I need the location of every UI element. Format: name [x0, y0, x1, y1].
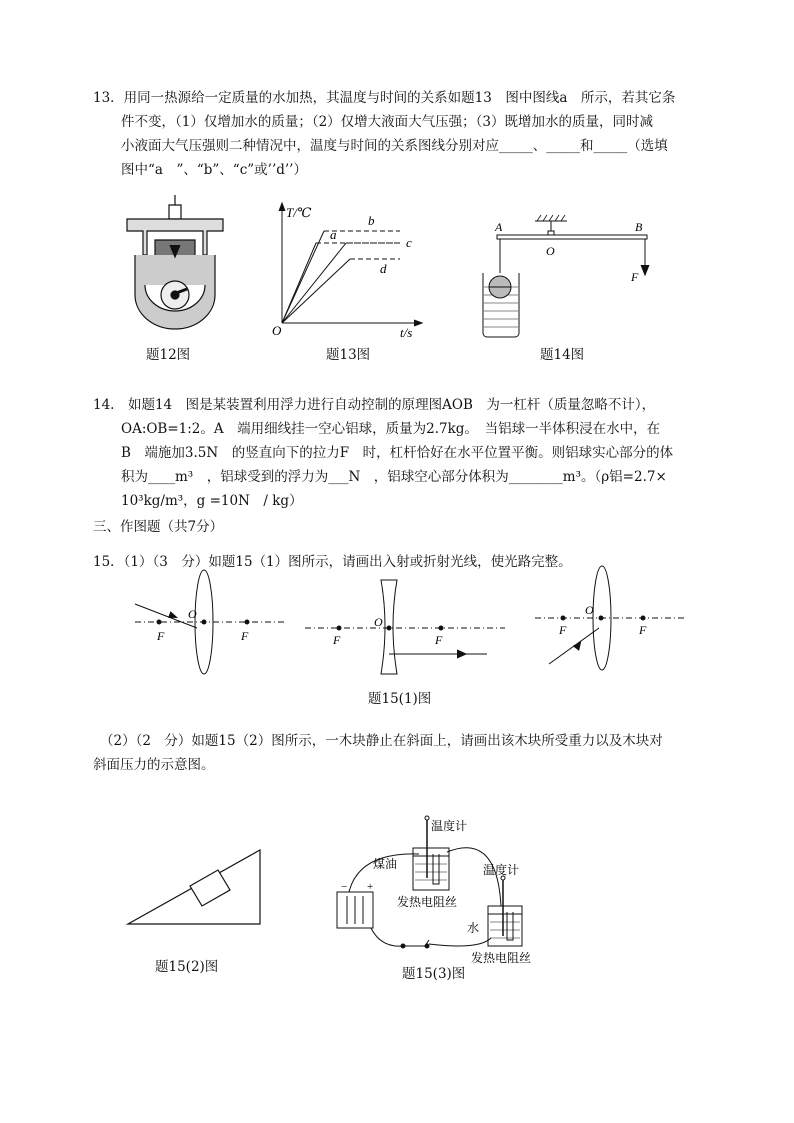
- fig14-caption: 题14图: [540, 347, 585, 363]
- incline-block-figure: [128, 848, 263, 928]
- convex-lens-diagram-1: [135, 578, 285, 688]
- heater-label-2: 发热电阻丝: [471, 951, 532, 965]
- fig15-1-caption: 题15(1)图: [368, 691, 432, 707]
- q14-line-4: 积为____m³ ，铝球受到的浮力为___N ，铝球空心部分体积为________m³。（ρ铝=2.7×: [121, 469, 667, 485]
- q15-part2-line-2: 斜面压力的示意图。: [93, 757, 215, 773]
- q14-line-5: 10³kg/m³，g =10N / kg）: [121, 493, 303, 509]
- lever-label-f: F: [631, 270, 639, 284]
- battery-plus-label: +: [367, 881, 374, 893]
- lever-label-o: O: [546, 244, 555, 258]
- fig15-2-caption: 题15(2)图: [155, 959, 219, 975]
- thermometer-label-1: 温度计: [431, 819, 468, 833]
- fig12-caption: 题12图: [146, 347, 191, 363]
- lens3-label-f-left: F: [559, 623, 567, 637]
- lens1-label-o: O: [188, 607, 197, 621]
- lens1-label-f-left: F: [157, 629, 165, 643]
- q13-line-1: 13．用同一热源给一定质量的水加热，其温度与时间的关系如题13 图中图线a 所示，若其它条: [93, 90, 676, 106]
- graph-x-label: t/s: [400, 325, 413, 340]
- graph-y-label: T/℃: [286, 205, 312, 220]
- curve-label-c: c: [406, 235, 412, 250]
- lens2-label-f-right: F: [435, 633, 443, 647]
- concave-lens-diagram: [305, 578, 505, 688]
- heating-circuit-figure: [335, 808, 570, 968]
- lever-label-b: B: [635, 220, 643, 234]
- curve-label-a: a: [330, 227, 337, 242]
- water-label: 水: [467, 921, 480, 935]
- lens3-label-f-right: F: [639, 623, 647, 637]
- lens2-label-f-left: F: [333, 633, 341, 647]
- q15-part2-line-1: （2）（2 分）如题15（2）图所示，一木块静止在斜面上，请画出该木块所受重力以及木块对: [100, 733, 663, 749]
- convex-lens-diagram-2: [535, 578, 685, 688]
- thermometer-label-2: 温度计: [483, 863, 520, 877]
- q13-line-2: 件不变，（1）仅增加水的质量；（2）仅增大液面大气压强；（3）既增加水的质量，同时减: [121, 114, 654, 130]
- graph-origin-label: O: [272, 323, 282, 338]
- lever-float-figure: [475, 215, 655, 345]
- heater-label-1: 发热电阻丝: [397, 895, 458, 909]
- lens2-label-o: O: [374, 615, 383, 629]
- lens1-label-f-right: F: [241, 629, 249, 643]
- fig15-3-caption: 题15(3)图: [402, 966, 466, 982]
- section-title: 三、作图题（共7分）: [93, 519, 224, 535]
- q14-line-3: B 端施加3.5N 的竖直向下的拉力F 时，杠杆恰好在水平位置平衡。则铝球实心部分的体: [121, 445, 674, 461]
- fig13-caption: 题13图: [326, 347, 371, 363]
- q14-line-2: OA:OB=1:2。A 端用细线挂一空心铝球，质量为2.7kg。 当铝球一半体积浸在水中，在: [121, 421, 661, 437]
- q13-line-3: 小液面大气压强则二种情况中，温度与时间的关系图线分别对应_____、_____和_____（选填: [121, 138, 668, 154]
- q15-part1-text: 15．（1）（3 分）如题15（1）图所示，请画出入射或折射光线，使光路完整。: [93, 554, 572, 570]
- engine-cylinder-figure: [125, 195, 225, 335]
- temperature-time-graph: [270, 195, 430, 340]
- kerosene-label: 煤油: [373, 857, 398, 871]
- q14-line-1: 14. 如题14 图是某装置利用浮力进行自动控制的原理图AOB 为一杠杆（质量忽略不计），: [93, 397, 656, 413]
- curve-label-d: d: [380, 261, 387, 276]
- curve-label-b: b: [368, 213, 375, 228]
- lever-label-a: A: [495, 220, 503, 234]
- battery-minus-label: −: [341, 881, 348, 893]
- lens3-label-o: O: [585, 603, 594, 617]
- q13-line-4: 图中“a ”、“b”、“c”或’’d’’）: [121, 162, 307, 178]
